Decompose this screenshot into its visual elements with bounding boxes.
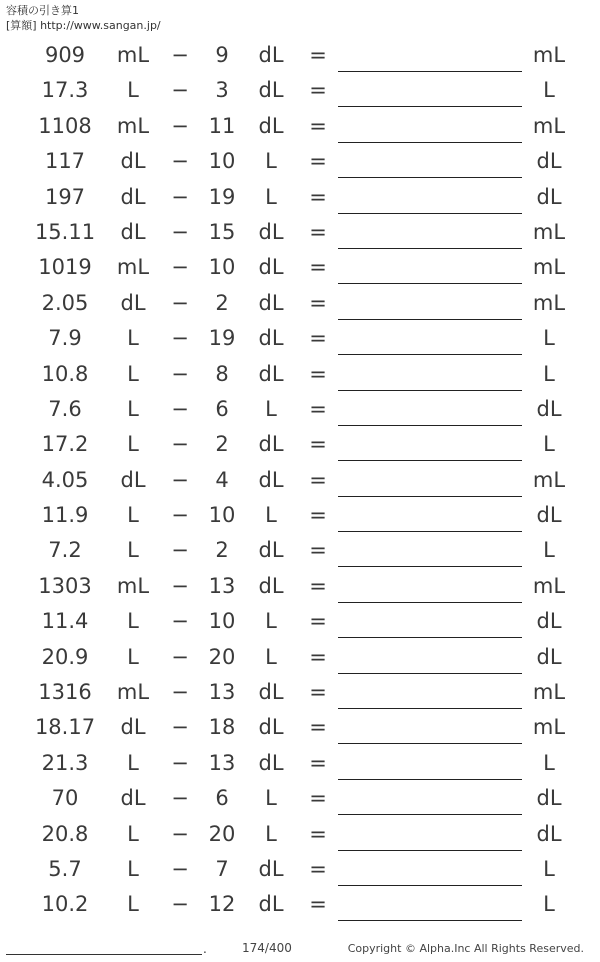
minus-sign: − — [171, 290, 189, 315]
subtrahend-unit: dL — [258, 113, 284, 138]
subtrahend-unit: L — [265, 644, 277, 669]
answer-unit: L — [543, 750, 555, 775]
minuend-value: 909 — [44, 43, 86, 67]
problem-row — [0, 427, 600, 462]
answer-blank[interactable] — [338, 460, 522, 461]
answer-unit: dL — [536, 644, 562, 669]
minus-sign: − — [171, 113, 189, 138]
minuend-value: 1316 — [38, 680, 92, 705]
minuend-value: 5.7 — [48, 856, 82, 881]
minuend-unit: L — [127, 750, 139, 775]
answer-unit: dL — [536, 396, 562, 421]
equals-sign: = — [309, 680, 327, 705]
subtrahend-unit: L — [265, 609, 277, 634]
minus-sign: − — [171, 432, 189, 457]
subtrahend-unit: dL — [258, 573, 284, 598]
minuend-value: 20.8 — [41, 821, 89, 846]
worksheet-title: 容積の引き算1 — [6, 4, 79, 17]
answer-blank[interactable] — [338, 602, 522, 603]
answer-unit: L — [543, 856, 555, 881]
answer-unit: dL — [536, 821, 562, 846]
equals-sign: = — [309, 609, 327, 634]
minus-sign: − — [171, 750, 189, 775]
problem-row — [0, 498, 600, 533]
problem-row — [0, 180, 600, 215]
subtrahend-value: 2 — [215, 538, 229, 563]
subtrahend-value: 2 — [215, 432, 229, 457]
minuend-value: 17.2 — [41, 432, 89, 457]
minus-sign: − — [171, 78, 189, 103]
answer-blank[interactable] — [338, 496, 522, 497]
minus-sign: − — [171, 892, 189, 917]
subtrahend-unit: dL — [258, 326, 284, 351]
minus-sign: − — [171, 680, 189, 705]
subtrahend-value: 8 — [215, 361, 229, 386]
minuend-value: 7.9 — [48, 326, 82, 351]
equals-sign: = — [309, 219, 327, 244]
subtrahend-value: 7 — [215, 856, 229, 881]
subtrahend-value: 10 — [208, 503, 236, 528]
equals-sign: = — [309, 361, 327, 386]
subtrahend-unit: dL — [258, 892, 284, 917]
equals-sign: = — [309, 467, 327, 492]
subtrahend-value: 20 — [208, 821, 236, 846]
minuend-unit: dL — [120, 467, 146, 492]
minuend-unit: L — [127, 361, 139, 386]
minuend-unit: mL — [116, 573, 150, 598]
answer-unit: L — [543, 78, 555, 103]
answer-blank[interactable] — [338, 248, 522, 249]
minuend-value: 1019 — [38, 255, 92, 280]
answer-unit: dL — [536, 184, 562, 209]
subtrahend-unit: dL — [258, 680, 284, 705]
minus-sign: − — [171, 219, 189, 244]
minuend-value: 15.11 — [34, 219, 96, 244]
answer-unit: dL — [536, 149, 562, 174]
subtrahend-unit: dL — [258, 219, 284, 244]
subtrahend-value: 19 — [208, 184, 236, 209]
equals-sign: = — [309, 715, 327, 740]
subtrahend-value: 15 — [208, 219, 236, 244]
minuend-value: 70 — [51, 786, 79, 811]
answer-unit: dL — [536, 503, 562, 528]
equals-sign: = — [309, 821, 327, 846]
answer-blank[interactable] — [338, 213, 522, 214]
answer-unit: mL — [532, 43, 566, 67]
minuend-unit: dL — [120, 786, 146, 811]
minuend-unit: mL — [116, 43, 150, 67]
subtrahend-value: 20 — [208, 644, 236, 669]
equals-sign: = — [309, 573, 327, 598]
answer-blank[interactable] — [338, 531, 522, 532]
minuend-unit: L — [127, 396, 139, 421]
subtrahend-value: 4 — [215, 467, 229, 492]
name-line — [6, 954, 202, 955]
problem-row — [0, 675, 600, 710]
subtrahend-unit: dL — [258, 750, 284, 775]
minuend-unit: L — [127, 78, 139, 103]
equals-sign: = — [309, 78, 327, 103]
subtrahend-unit: dL — [258, 361, 284, 386]
minuend-value: 20.9 — [41, 644, 89, 669]
answer-blank[interactable] — [338, 885, 522, 886]
subtrahend-unit: dL — [258, 432, 284, 457]
subtrahend-value: 3 — [215, 78, 229, 103]
subtrahend-value: 19 — [208, 326, 236, 351]
problem-row — [0, 321, 600, 356]
problem-row — [0, 392, 600, 427]
subtrahend-unit: dL — [258, 78, 284, 103]
problem-row — [0, 640, 600, 675]
subtrahend-value: 13 — [208, 750, 236, 775]
subtrahend-unit: dL — [258, 856, 284, 881]
answer-blank[interactable] — [338, 283, 522, 284]
minuend-unit: L — [127, 892, 139, 917]
problem-row — [0, 215, 600, 250]
minuend-value: 10.2 — [41, 892, 89, 917]
minuend-value: 1303 — [38, 573, 92, 598]
problem-row — [0, 852, 600, 887]
equals-sign: = — [309, 644, 327, 669]
minuend-value: 18.17 — [34, 715, 96, 740]
equals-sign: = — [309, 255, 327, 280]
footer — [0, 940, 600, 960]
problem-row — [0, 604, 600, 639]
answer-blank[interactable] — [338, 920, 522, 921]
answer-unit: L — [543, 326, 555, 351]
minuend-unit: dL — [120, 715, 146, 740]
page-number: 174/400 — [242, 941, 292, 955]
equals-sign: = — [309, 750, 327, 775]
subtrahend-unit: L — [265, 786, 277, 811]
problem-list — [0, 38, 600, 923]
minuend-value: 11.4 — [41, 609, 89, 634]
minus-sign: − — [171, 538, 189, 563]
worksheet-header — [6, 3, 161, 33]
equals-sign: = — [309, 856, 327, 881]
answer-unit: dL — [536, 786, 562, 811]
minuend-value: 197 — [44, 184, 86, 209]
minus-sign: − — [171, 361, 189, 386]
minuend-unit: dL — [120, 219, 146, 244]
subtrahend-value: 13 — [208, 573, 236, 598]
subtrahend-value: 10 — [208, 149, 236, 174]
answer-unit: mL — [532, 467, 566, 492]
problem-row — [0, 73, 600, 108]
subtrahend-value: 10 — [208, 255, 236, 280]
minus-sign: − — [171, 609, 189, 634]
answer-blank[interactable] — [338, 319, 522, 320]
minus-sign: − — [171, 786, 189, 811]
minus-sign: − — [171, 396, 189, 421]
equals-sign: = — [309, 786, 327, 811]
problem-row — [0, 887, 600, 922]
answer-blank[interactable] — [338, 566, 522, 567]
minus-sign: − — [171, 43, 189, 67]
answer-blank[interactable] — [338, 814, 522, 815]
minuend-unit: L — [127, 609, 139, 634]
subtrahend-unit: L — [265, 184, 277, 209]
minuend-value: 2.05 — [41, 290, 89, 315]
subtrahend-unit: dL — [258, 255, 284, 280]
answer-blank[interactable] — [338, 177, 522, 178]
subtrahend-value: 12 — [208, 892, 236, 917]
answer-unit: L — [543, 361, 555, 386]
minus-sign: − — [171, 326, 189, 351]
subtrahend-unit: dL — [258, 43, 284, 67]
equals-sign: = — [309, 113, 327, 138]
answer-unit: mL — [532, 573, 566, 598]
minuend-unit: L — [127, 432, 139, 457]
subtrahend-unit: L — [265, 149, 277, 174]
minuend-unit: dL — [120, 149, 146, 174]
equals-sign: = — [309, 184, 327, 209]
minus-sign: − — [171, 184, 189, 209]
subtrahend-unit: L — [265, 396, 277, 421]
answer-blank[interactable] — [338, 637, 522, 638]
problem-row — [0, 746, 600, 781]
minuend-value: 7.6 — [48, 396, 82, 421]
equals-sign: = — [309, 396, 327, 421]
answer-blank[interactable] — [338, 673, 522, 674]
answer-unit: mL — [532, 219, 566, 244]
answer-blank[interactable] — [338, 71, 522, 72]
answer-blank[interactable] — [338, 743, 522, 744]
copyright-text: Copyright © Alpha.Inc All Rights Reserved. — [347, 942, 584, 955]
minuend-value: 4.05 — [41, 467, 89, 492]
equals-sign: = — [309, 149, 327, 174]
minuend-unit: mL — [116, 113, 150, 138]
minuend-value: 7.2 — [48, 538, 82, 563]
minuend-unit: dL — [120, 184, 146, 209]
subtrahend-unit: dL — [258, 538, 284, 563]
equals-sign: = — [309, 892, 327, 917]
answer-unit: mL — [532, 715, 566, 740]
minuend-value: 117 — [44, 149, 86, 174]
minuend-value: 21.3 — [41, 750, 89, 775]
subtrahend-unit: dL — [258, 715, 284, 740]
answer-unit: mL — [532, 255, 566, 280]
problem-row — [0, 710, 600, 745]
problem-row — [0, 109, 600, 144]
minus-sign: − — [171, 467, 189, 492]
problem-row — [0, 781, 600, 816]
minuend-unit: L — [127, 644, 139, 669]
minus-sign: − — [171, 856, 189, 881]
subtrahend-unit: dL — [258, 467, 284, 492]
subtrahend-value: 10 — [208, 609, 236, 634]
answer-blank[interactable] — [338, 142, 522, 143]
site-link[interactable]: [算額] http://www.sangan.jp/ — [6, 19, 161, 32]
answer-blank[interactable] — [338, 850, 522, 851]
minuend-unit: L — [127, 326, 139, 351]
subtrahend-value: 6 — [215, 396, 229, 421]
answer-blank[interactable] — [338, 106, 522, 107]
equals-sign: = — [309, 43, 327, 67]
subtrahend-unit: dL — [258, 290, 284, 315]
problem-row — [0, 286, 600, 321]
minus-sign: − — [171, 503, 189, 528]
problem-row — [0, 463, 600, 498]
equals-sign: = — [309, 432, 327, 457]
minuend-unit: L — [127, 821, 139, 846]
subtrahend-value: 18 — [208, 715, 236, 740]
minuend-unit: dL — [120, 290, 146, 315]
subtrahend-unit: L — [265, 821, 277, 846]
minuend-unit: mL — [116, 680, 150, 705]
problem-row — [0, 533, 600, 568]
minuend-value: 17.3 — [41, 78, 89, 103]
minuend-unit: L — [127, 503, 139, 528]
answer-blank[interactable] — [338, 354, 522, 355]
answer-unit: L — [543, 432, 555, 457]
subtrahend-value: 11 — [208, 113, 236, 138]
answer-blank[interactable] — [338, 425, 522, 426]
answer-unit: dL — [536, 609, 562, 634]
answer-unit: L — [543, 892, 555, 917]
subtrahend-value: 6 — [215, 786, 229, 811]
answer-blank[interactable] — [338, 390, 522, 391]
subtrahend-unit: L — [265, 503, 277, 528]
answer-unit: mL — [532, 113, 566, 138]
minuend-value: 10.8 — [41, 361, 89, 386]
subtrahend-value: 9 — [215, 43, 229, 67]
minuend-value: 11.9 — [41, 503, 89, 528]
problem-row — [0, 817, 600, 852]
answer-unit: L — [543, 538, 555, 563]
equals-sign: = — [309, 503, 327, 528]
answer-unit: mL — [532, 680, 566, 705]
answer-blank[interactable] — [338, 708, 522, 709]
footer-dot: . — [203, 942, 207, 956]
problem-row — [0, 569, 600, 604]
minuend-unit: mL — [116, 255, 150, 280]
minuend-value: 1108 — [38, 113, 92, 138]
problem-row — [0, 38, 600, 73]
subtrahend-value: 13 — [208, 680, 236, 705]
minuend-unit: L — [127, 538, 139, 563]
subtrahend-value: 2 — [215, 290, 229, 315]
equals-sign: = — [309, 290, 327, 315]
minus-sign: − — [171, 573, 189, 598]
minus-sign: − — [171, 715, 189, 740]
minus-sign: − — [171, 255, 189, 280]
minus-sign: − — [171, 821, 189, 846]
equals-sign: = — [309, 538, 327, 563]
answer-blank[interactable] — [338, 779, 522, 780]
answer-unit: mL — [532, 290, 566, 315]
minus-sign: − — [171, 149, 189, 174]
minuend-unit: L — [127, 856, 139, 881]
minus-sign: − — [171, 644, 189, 669]
problem-row — [0, 357, 600, 392]
problem-row — [0, 250, 600, 285]
problem-row — [0, 144, 600, 179]
equals-sign: = — [309, 326, 327, 351]
